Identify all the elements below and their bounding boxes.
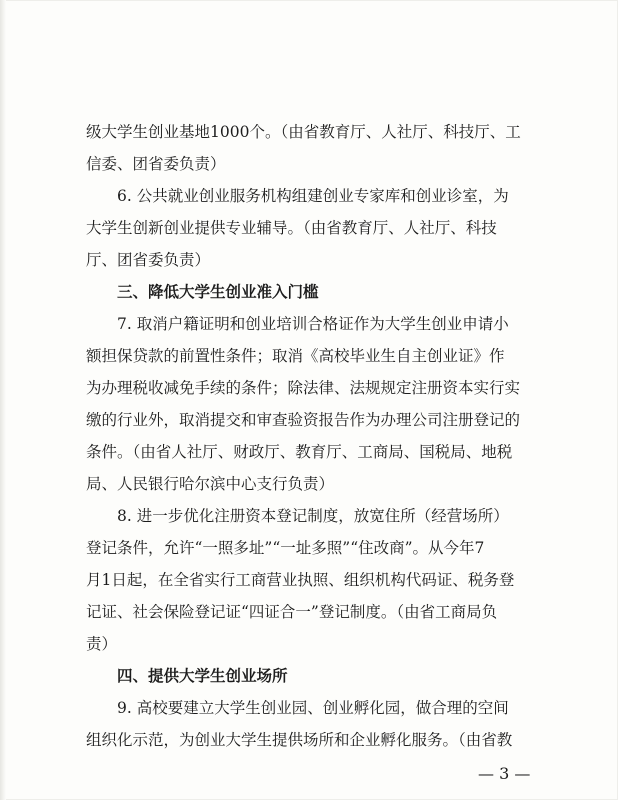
- item-7-line: 7. 取消户籍证明和创业培训合格证作为大学生创业申请小: [117, 315, 509, 333]
- item-8-line: 8. 进一步优化注册资本登记制度，放宽住所（经营场所）: [117, 507, 509, 525]
- item-6-line: 6. 公共就业创业服务机构组建创业专家库和创业诊室，为: [117, 187, 509, 205]
- body-line: 大学生创新创业提供专业辅导。（由省教育厅、人社厅、科技: [86, 219, 497, 237]
- body-line: 局、人民银行哈尔滨中心支行负责）: [86, 475, 335, 493]
- body-line: 为办理税收减免手续的条件；除法律、法规规定注册资本实行实: [86, 379, 521, 397]
- body-line: 额担保贷款的前置性条件；取消《高校毕业生自主创业证》作: [86, 347, 505, 365]
- body-line: 月1日起，在全省实行工商营业执照、组织机构代码证、税务登: [86, 571, 515, 589]
- document-body: [86, 116, 530, 756]
- item-9-line: 9. 高校要建立大学生创业园、创业孵化园，做合理的空间: [117, 699, 509, 717]
- body-line: 缴的行业外，取消提交和审查验资报告作为办理公司注册登记的: [86, 411, 521, 429]
- body-line: 级大学生创业基地1000个。（由省教育厅、人社厅、科技厅、工: [86, 123, 521, 141]
- body-line: 厅、团省委负责）: [86, 251, 211, 269]
- body-line: 记证、社会保险登记证“四证合一”登记制度。（由省工商局负: [86, 603, 498, 621]
- section-heading-4: 四、提供大学生创业场所: [117, 667, 288, 685]
- body-line: 信委、团省委负责）: [86, 155, 226, 173]
- body-line: 责）: [86, 635, 118, 653]
- body-line: 条件。（由省人社厅、财政厅、教育厅、工商局、国税局、地税: [86, 443, 513, 461]
- body-line: 登记条件，允许“一照多址”“一址多照”“住改商”。从今年7: [86, 539, 485, 557]
- page-number: — 3 —: [478, 764, 531, 783]
- body-line: 组织化示范，为创业大学生提供场所和企业孵化服务。（由省教: [86, 731, 513, 749]
- scan-edge: [0, 0, 6, 800]
- section-heading-3: 三、降低大学生创业准入门槛: [117, 283, 319, 301]
